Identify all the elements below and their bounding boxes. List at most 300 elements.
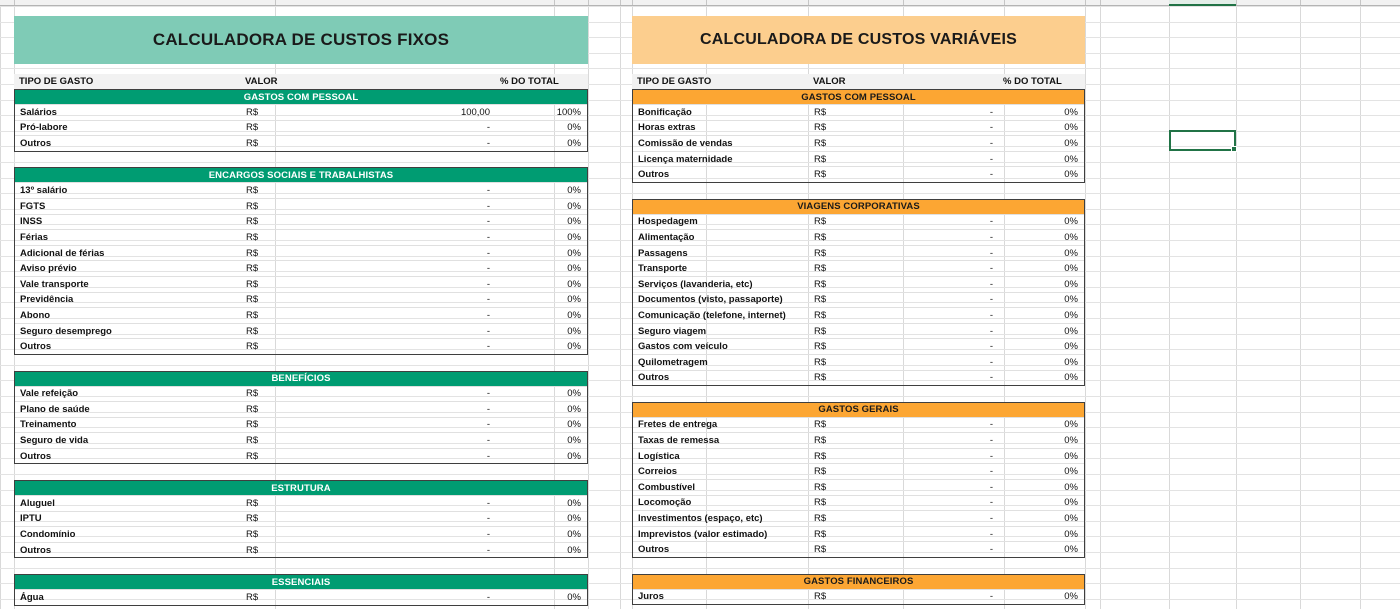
expense-label-cell[interactable]: Aviso prévio [20,263,77,275]
expense-label-cell[interactable]: Fretes de entrega [638,419,718,431]
percent-of-total-cell[interactable]: 0% [1064,528,1078,540]
grid-column-line [1236,0,1237,609]
column-header-separator [1360,0,1361,5]
currency-symbol: R$ [814,450,827,462]
expense-label-cell[interactable]: Previdência [20,294,74,306]
expense-value-cell[interactable] [809,216,999,227]
section-gap [632,386,1085,402]
expense-value-cell[interactable] [809,326,999,337]
table-row[interactable] [15,245,587,261]
expense-label-cell[interactable]: Seguro desemprego [20,325,112,337]
table-row[interactable] [633,307,1084,323]
percent-of-total-cell[interactable]: 0% [567,388,581,400]
currency-symbol: R$ [814,278,827,290]
table-row[interactable] [633,463,1084,479]
expense-value-cell[interactable] [241,545,496,556]
expense-label-cell[interactable]: Treinamento [20,419,77,431]
expense-value-cell[interactable] [241,451,496,462]
expense-value-cell[interactable] [809,451,999,462]
expense-value-cell[interactable] [241,326,496,337]
expense-label-cell[interactable]: Transporte [638,263,688,275]
percent-of-total-cell[interactable]: 0% [1064,513,1078,525]
expense-value-cell[interactable] [241,279,496,290]
table-row[interactable] [15,104,587,120]
expense-value-cell[interactable] [241,232,496,243]
table-row[interactable] [633,432,1084,448]
amount-text: - [486,185,490,197]
expense-value-cell[interactable] [241,498,496,509]
expense-label-cell[interactable]: Combustível [638,481,696,493]
amount-text: - [486,419,490,431]
table-row[interactable] [15,338,587,354]
expense-value-cell[interactable] [809,497,999,508]
expense-label-cell[interactable]: Plano de saúde [20,403,90,415]
percent-of-total-cell[interactable]: 0% [567,544,581,556]
column-header-separator [808,0,809,5]
table-row[interactable] [15,229,587,245]
percent-of-total-cell[interactable]: 0% [1064,278,1078,290]
selected-cell[interactable] [1169,130,1236,151]
column-header-separator [554,0,555,5]
percent-of-total-cell[interactable]: 0% [1064,497,1078,509]
table-row[interactable] [633,245,1084,261]
table-row[interactable] [633,354,1084,370]
expense-label-cell[interactable]: Documentos (visto, passaporte) [638,294,783,306]
table-row[interactable] [15,386,587,402]
percent-of-total-cell[interactable]: 0% [1064,153,1078,165]
currency-symbol: R$ [246,263,259,275]
expense-label-cell[interactable]: INSS [20,216,43,228]
table-row[interactable] [15,589,587,605]
currency-symbol: R$ [246,231,259,243]
amount-text: - [989,481,993,493]
section-header: VIAGENS CORPORATIVAS [633,199,1084,214]
table-row[interactable] [633,214,1084,230]
table-row[interactable] [15,448,587,464]
expense-label-cell[interactable]: Quilometragem [638,356,708,368]
expense-label-cell[interactable]: FGTS [20,200,46,212]
spreadsheet-column-header-row[interactable] [0,0,1400,6]
percent-of-total-cell[interactable]: 0% [567,216,581,228]
expense-value-cell[interactable] [241,404,496,415]
expense-value-cell[interactable] [809,263,999,274]
expense-label-cell[interactable]: Horas extras [638,122,696,134]
table-row[interactable] [633,120,1084,136]
expense-value-cell[interactable] [809,294,999,305]
expense-label-cell[interactable]: Vale transporte [20,278,89,290]
expense-value-cell[interactable] [241,122,496,133]
percent-of-total-cell[interactable]: 0% [567,200,581,212]
expense-value-cell[interactable] [241,185,496,196]
currency-symbol: R$ [246,419,259,431]
section-gap [14,152,588,168]
grid-column-line [1360,0,1361,609]
expense-value-cell[interactable] [809,248,999,259]
expense-label-cell[interactable]: Água [20,591,44,603]
cost-section [14,167,588,355]
expense-label-cell[interactable]: Licença maternidade [638,153,733,165]
table-row[interactable] [633,526,1084,542]
table-row[interactable] [15,495,587,511]
column-header-separator [1100,0,1101,5]
expense-label-cell[interactable]: Comunicação (telefone, internet) [638,309,786,321]
expense-label-cell[interactable]: Hospedagem [638,216,698,228]
table-row[interactable] [633,479,1084,495]
table-row[interactable] [633,104,1084,120]
amount-text: - [989,591,993,603]
percent-of-total-cell[interactable]: 0% [1064,216,1078,228]
percent-of-total-cell[interactable]: 0% [567,529,581,541]
table-row[interactable] [15,432,587,448]
expense-label-cell[interactable]: Investimentos (espaço, etc) [638,513,763,525]
expense-value-cell[interactable] [241,216,496,227]
currency-symbol: R$ [814,356,827,368]
section-gap [14,464,588,480]
expense-value-cell[interactable] [809,372,999,383]
amount-text: - [989,544,993,556]
expense-label-cell[interactable]: Outros [638,372,670,384]
expense-label-cell[interactable]: Salários [20,106,57,118]
percent-of-total-cell[interactable]: 0% [567,137,581,149]
expense-value-cell[interactable] [241,388,496,399]
expense-label-cell[interactable]: Logística [638,450,680,462]
percent-of-total-cell[interactable]: 0% [567,231,581,243]
amount-text: - [486,544,490,556]
amount-text: - [989,153,993,165]
active-column-header[interactable] [1169,0,1236,6]
expense-label-cell[interactable]: Outros [20,341,52,353]
expense-value-cell[interactable] [809,591,999,602]
table-row[interactable] [15,182,587,198]
percent-of-total-cell[interactable]: 0% [567,122,581,134]
percent-of-total-cell[interactable]: 0% [1064,591,1078,603]
amount-text: - [989,122,993,134]
expense-value-cell[interactable] [809,357,999,368]
percent-of-total-cell[interactable]: 0% [1064,372,1078,384]
percent-of-total-cell[interactable]: 0% [567,309,581,321]
grid-column-line [0,0,1,609]
currency-symbol: R$ [246,450,259,462]
currency-symbol: R$ [246,137,259,149]
expense-label-cell[interactable]: Correios [638,466,678,478]
amount-text: - [989,466,993,478]
percent-of-total-cell[interactable]: 0% [1064,247,1078,259]
variable-costs-column-headers [632,74,1085,89]
percent-of-total-cell[interactable]: 0% [567,325,581,337]
currency-symbol: R$ [246,341,259,353]
table-row[interactable] [633,589,1084,605]
table-row[interactable] [633,448,1084,464]
percent-of-total-cell[interactable]: 0% [1064,263,1078,275]
table-row[interactable] [633,135,1084,151]
cost-section [632,199,1085,387]
table-row[interactable] [15,323,587,339]
percent-of-total-cell[interactable]: 0% [1064,466,1078,478]
expense-label-cell[interactable]: Pró-labore [20,122,68,134]
percent-of-total-cell[interactable]: 0% [567,591,581,603]
currency-symbol: R$ [814,122,827,134]
cost-section [14,480,588,558]
percent-of-total-cell[interactable]: 0% [567,247,581,259]
amount-text: - [486,294,490,306]
grid-column-line [1100,0,1101,609]
currency-symbol: R$ [246,294,259,306]
expense-value-cell[interactable] [809,529,999,540]
percent-of-total-cell[interactable]: 0% [1064,294,1078,306]
percent-of-total-cell[interactable]: 0% [1064,544,1078,556]
table-row[interactable] [633,276,1084,292]
amount-text: - [989,169,993,181]
currency-symbol: R$ [246,513,259,525]
expense-value-cell[interactable] [241,341,496,352]
amount-text: - [989,247,993,259]
percent-of-total-cell[interactable]: 0% [567,278,581,290]
percent-of-total-cell[interactable]: 100% [556,106,581,118]
table-row[interactable] [633,370,1084,386]
table-row[interactable] [633,510,1084,526]
table-row[interactable] [15,276,587,292]
expense-label-cell[interactable]: Alimentação [638,231,695,243]
expense-label-cell[interactable]: Gastos com veículo [638,341,728,353]
percent-of-total-cell[interactable]: 0% [1064,106,1078,118]
percent-of-total-cell[interactable]: 0% [1064,450,1078,462]
cost-section [632,574,1085,606]
table-row[interactable] [15,511,587,527]
currency-symbol: R$ [814,153,827,165]
expense-label-cell[interactable]: Adicional de férias [20,247,105,259]
expense-label-cell[interactable]: Outros [638,169,670,181]
expense-value-cell[interactable] [809,232,999,243]
amount-text: - [989,356,993,368]
table-row[interactable] [633,338,1084,354]
table-row[interactable] [633,292,1084,308]
expense-label-cell[interactable]: Comissão de vendas [638,137,733,149]
currency-symbol: R$ [814,247,827,259]
percent-of-total-cell[interactable]: 0% [1064,169,1078,181]
amount-text: - [989,497,993,509]
fixed-costs-calculator [14,16,588,606]
table-row[interactable] [15,198,587,214]
expense-label-cell[interactable]: Férias [20,231,48,243]
column-header-separator [1004,0,1005,5]
table-row[interactable] [15,260,587,276]
section-header: ESSENCIAIS [15,574,587,589]
percent-of-total-cell[interactable]: 0% [567,513,581,525]
column-header-separator [275,0,276,5]
amount-text: 100,00 [460,106,490,118]
amount-text: - [486,529,490,541]
cost-section [632,402,1085,558]
expense-label-cell[interactable]: Vale refeição [20,388,79,400]
expense-value-cell[interactable] [809,513,999,524]
percent-of-total-cell[interactable]: 0% [1064,137,1078,149]
expense-value-cell[interactable] [241,138,496,149]
grid-row-line [0,6,1400,7]
currency-symbol: R$ [814,528,827,540]
expense-value-cell[interactable] [809,138,999,149]
expense-value-cell[interactable] [241,592,496,603]
expense-value-cell[interactable] [809,435,999,446]
expense-label-cell[interactable]: Imprevistos (valor estimado) [638,528,768,540]
amount-text: - [486,216,490,228]
percent-of-total-cell[interactable]: 0% [1064,435,1078,447]
expense-value-cell[interactable] [809,154,999,165]
expense-label-cell[interactable]: Seguro de vida [20,435,89,447]
currency-symbol: R$ [246,278,259,290]
percent-of-total-cell[interactable]: 0% [1064,419,1078,431]
expense-label-cell[interactable]: Outros [638,544,670,556]
percent-of-total-cell[interactable]: 0% [567,419,581,431]
percent-of-total-cell[interactable]: 0% [1064,325,1078,337]
table-row[interactable] [15,135,587,151]
expense-value-cell[interactable] [809,419,999,430]
amount-text: - [989,309,993,321]
amount-text: - [989,528,993,540]
amount-text: - [486,450,490,462]
amount-text: - [486,435,490,447]
expense-value-cell[interactable] [241,248,496,259]
expense-label-cell[interactable]: Taxas de remessa [638,435,720,447]
currency-symbol: R$ [814,481,827,493]
amount-text: - [989,513,993,525]
table-row[interactable] [15,214,587,230]
expense-value-cell[interactable] [241,201,496,212]
section-header: GASTOS GERAIS [633,402,1084,417]
percent-of-total-cell[interactable]: 0% [1064,356,1078,368]
amount-text: - [486,341,490,353]
expense-value-cell[interactable] [809,122,999,133]
expense-label-cell[interactable]: Aluguel [20,497,55,509]
table-row[interactable] [15,401,587,417]
expense-label-cell[interactable]: Seguro viagem [638,325,707,337]
expense-value-cell[interactable] [241,529,496,540]
expense-label-cell[interactable]: Passagens [638,247,688,259]
table-row[interactable] [15,307,587,323]
table-row[interactable] [633,417,1084,433]
section-header: BENEFÍCIOS [15,371,587,386]
percent-of-total-cell[interactable]: 0% [567,185,581,197]
expense-value-cell[interactable] [241,513,496,524]
expense-value-cell[interactable] [809,482,999,493]
currency-symbol: R$ [814,231,827,243]
table-row[interactable] [15,417,587,433]
amount-text: - [486,497,490,509]
column-header-value: VALOR [813,76,846,87]
currency-symbol: R$ [246,216,259,228]
table-row[interactable] [633,151,1084,167]
expense-label-cell[interactable]: Abono [20,309,51,321]
expense-label-cell[interactable]: Bonificação [638,106,692,118]
currency-symbol: R$ [246,497,259,509]
percent-of-total-cell[interactable]: 0% [567,450,581,462]
table-row[interactable] [633,166,1084,182]
table-row[interactable] [633,541,1084,557]
currency-symbol: R$ [814,341,827,353]
amount-text: - [989,294,993,306]
expense-value-cell[interactable] [809,466,999,477]
percent-of-total-cell[interactable]: 0% [1064,231,1078,243]
column-header-separator [1300,0,1301,5]
expense-label-cell[interactable]: IPTU [20,513,42,525]
currency-symbol: R$ [814,294,827,306]
expense-label-cell[interactable]: Outros [20,544,52,556]
currency-symbol: R$ [814,169,827,181]
section-header: GASTOS COM PESSOAL [15,89,587,104]
table-row[interactable] [633,260,1084,276]
expense-label-cell[interactable]: Serviços (lavanderia, etc) [638,278,753,290]
column-header-value: VALOR [245,76,278,87]
table-row[interactable] [15,542,587,558]
expense-value-cell[interactable] [809,169,999,180]
currency-symbol: R$ [814,591,827,603]
percent-of-total-cell[interactable]: 0% [1064,122,1078,134]
percent-of-total-cell[interactable]: 0% [1064,481,1078,493]
grid-column-line [1085,0,1086,609]
amount-text: - [989,278,993,290]
expense-label-cell[interactable]: Locomoção [638,497,692,509]
percent-of-total-cell[interactable]: 0% [567,263,581,275]
expense-value-cell[interactable] [241,294,496,305]
expense-value-cell[interactable] [241,310,496,321]
expense-value-cell[interactable] [809,341,999,352]
percent-of-total-cell[interactable]: 0% [567,497,581,509]
expense-value-cell[interactable] [809,279,999,290]
expense-value-cell[interactable] [809,107,999,118]
section-gap [14,355,588,371]
table-row[interactable] [633,323,1084,339]
amount-text: - [989,325,993,337]
grid-column-line [620,0,621,609]
percent-of-total-cell[interactable]: 0% [567,294,581,306]
column-header-separator [620,0,621,5]
percent-of-total-cell[interactable]: 0% [567,435,581,447]
percent-of-total-cell[interactable]: 0% [1064,309,1078,321]
expense-value-cell[interactable] [809,310,999,321]
fill-handle[interactable] [1231,146,1237,152]
amount-text: - [989,435,993,447]
expense-label-cell[interactable]: 13º salário [20,185,68,197]
expense-value-cell[interactable] [809,544,999,555]
percent-of-total-cell[interactable]: 0% [567,341,581,353]
column-header-percent: % DO TOTAL [500,76,559,87]
expense-value-cell[interactable] [241,435,496,446]
percent-of-total-cell[interactable]: 0% [1064,341,1078,353]
amount-text: - [989,450,993,462]
expense-label-cell[interactable]: Outros [20,137,52,149]
expense-value-cell[interactable] [241,107,496,118]
table-row[interactable] [633,495,1084,511]
table-row[interactable] [633,229,1084,245]
percent-of-total-cell[interactable]: 0% [567,403,581,415]
amount-text: - [989,137,993,149]
amount-text: - [486,200,490,212]
variable-costs-sections [632,89,1085,605]
expense-label-cell[interactable]: Condomínio [20,529,76,541]
expense-label-cell[interactable]: Outros [20,450,52,462]
table-row[interactable] [15,526,587,542]
expense-value-cell[interactable] [241,263,496,274]
table-row[interactable] [15,292,587,308]
currency-symbol: R$ [246,309,259,321]
currency-symbol: R$ [246,185,259,197]
expense-label-cell[interactable]: Juros [638,591,664,603]
table-row[interactable] [15,120,587,136]
currency-symbol: R$ [814,497,827,509]
currency-symbol: R$ [814,513,827,525]
expense-value-cell[interactable] [241,419,496,430]
amount-text: - [486,137,490,149]
currency-symbol: R$ [246,529,259,541]
